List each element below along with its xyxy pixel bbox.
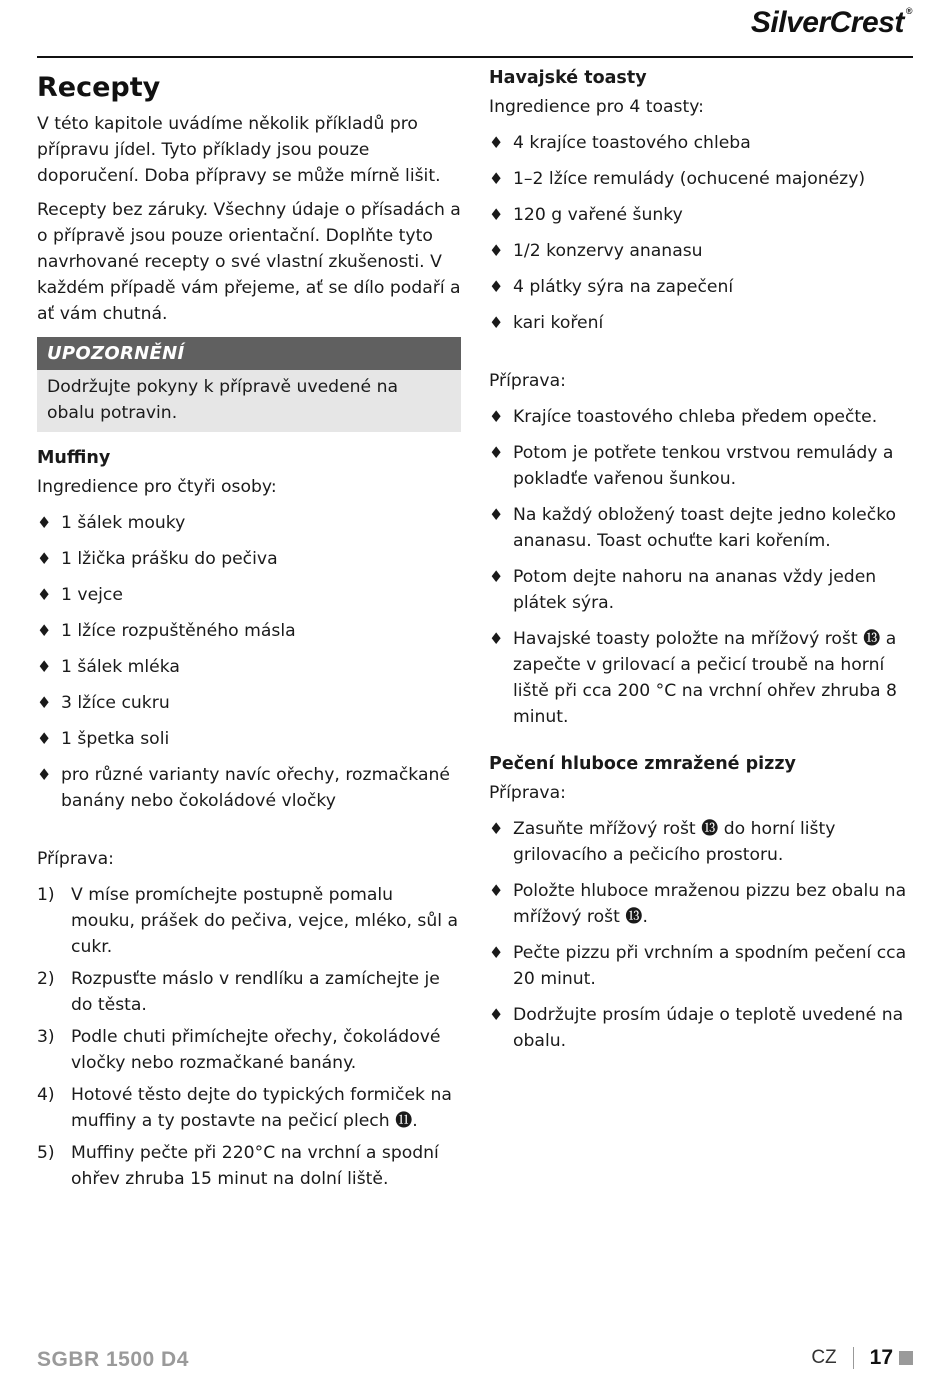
footer-model-number: SGBR 1500 D4 (37, 1348, 189, 1371)
toast-heading: Havajské toasty (489, 68, 647, 88)
step-number: 5) (37, 1143, 55, 1163)
list-item: ♦ Na každý obložený toast dejte jedno kolečko ananasu. Toast ochuťte kari kořením. (489, 502, 913, 554)
list-item: ♦ Potom je potřete tenkou vrstvou remulády a pokladťe vařenou šunkou. (489, 440, 913, 492)
muffins-prep-label: Příprava: (37, 849, 114, 869)
intro-paragraph-2: Recepty bez záruky. Všechny údaje o přísadách a o přípravě jsou pouze orientační. Doplňte tyto navrhované recepty o své vlastní zkušenosti. V každém případě vám přejeme, ať se dílo podaří a ať vám chutná. (37, 200, 461, 324)
list-item: ♦ Krajíce toastového chleba předem opečte. (489, 404, 913, 430)
footer-divider (853, 1347, 854, 1369)
list-item: ♦ 1 vejce (37, 582, 461, 608)
bullet-icon: ♦ (489, 241, 504, 260)
bullet-icon: ♦ (37, 765, 52, 784)
bullet-icon: ♦ (489, 443, 504, 462)
bullet-icon: ♦ (489, 819, 504, 838)
list-item: ♦ Potom dejte nahoru na ananas vždy jeden plátek sýra. (489, 564, 913, 616)
list-item: ♦ pro různé varianty navíc ořechy, rozmačkané banány nebo čokoládové vločky (37, 762, 461, 814)
pizza-heading: Pečení hluboce zmražené pizzy (489, 754, 796, 774)
list-item: 1) V míse promíchejte postupně pomalu mouku, prášek do pečiva, vejce, mléko, sůl a cukr. (37, 882, 461, 960)
bullet-icon: ♦ (489, 277, 504, 296)
bullet-icon: ♦ (489, 881, 504, 900)
list-item: ♦ 1 lžička prášku do pečiva (37, 546, 461, 572)
bullet-icon: ♦ (489, 313, 504, 332)
step-number: 3) (37, 1027, 55, 1047)
toast-ingredients-list (489, 130, 913, 336)
list-item: 5) Muffiny pečte při 220°C na vrchní a spodní ohřev zhruba 15 minut na dolní liště. (37, 1140, 461, 1192)
toast-steps-list (489, 404, 913, 730)
bullet-icon: ♦ (489, 407, 504, 426)
step-number: 4) (37, 1085, 55, 1105)
bullet-icon: ♦ (37, 621, 52, 640)
list-item: ♦ 4 krajíce toastového chleba (489, 130, 913, 156)
list-item: ♦ kari koření (489, 310, 913, 336)
bullet-icon: ♦ (37, 585, 52, 604)
bullet-icon: ♦ (37, 549, 52, 568)
page-title: Recepty (37, 72, 161, 103)
list-item: 3) Podle chuti přimíchejte ořechy, čokoládové vločky nebo rozmačkané banány. (37, 1024, 461, 1076)
list-item: ♦ 120 g vařené šunky (489, 202, 913, 228)
square-icon (899, 1351, 913, 1365)
bullet-icon: ♦ (489, 205, 504, 224)
list-item: ♦ 1 špetka soli (37, 726, 461, 752)
left-column (37, 66, 461, 1198)
list-item: ♦ Dodržujte prosím údaje o teplotě uvedené na obalu. (489, 1002, 913, 1054)
list-item: 2) Rozpusťte máslo v rendlíku a zamíchejte je do těsta. (37, 966, 461, 1018)
step-number: 1) (37, 885, 55, 905)
list-item: ♦ Položte hluboce mraženou pizzu bez obalu na mřížový rošt ⓭. (489, 878, 913, 930)
footer-language: CZ (811, 1347, 837, 1368)
silvercrest-logo: SilverCrest ® (750, 6, 912, 39)
muffins-steps-list (37, 882, 461, 1192)
bullet-icon: ♦ (489, 133, 504, 152)
step-number: 2) (37, 969, 55, 989)
list-item: ♦ 4 plátky sýra na zapečení (489, 274, 913, 300)
list-item: ♦ 1–2 lžíce remulády (ochucené majonézy) (489, 166, 913, 192)
bullet-icon: ♦ (489, 169, 504, 188)
bullet-icon: ♦ (489, 943, 504, 962)
list-item: ♦ Pečte pizzu při vrchním a spodním pečení cca 20 minut. (489, 940, 913, 992)
list-item: ♦ 1/2 konzervy ananasu (489, 238, 913, 264)
bullet-icon: ♦ (489, 505, 504, 524)
bullet-icon: ♦ (489, 629, 504, 648)
bullet-icon: ♦ (37, 693, 52, 712)
bullet-icon: ♦ (489, 1005, 504, 1024)
toast-ingredients-intro: Ingredience pro 4 toasty: (489, 97, 704, 117)
right-column (489, 68, 913, 1064)
toast-prep-label: Příprava: (489, 371, 566, 391)
bullet-icon: ♦ (37, 729, 52, 748)
list-item: 4) Hotové těsto dejte do typických formiček na muffiny a ty postavte na pečicí plech ⓫. (37, 1082, 461, 1134)
list-item: ♦ 3 lžíce cukru (37, 690, 461, 716)
header-rule (37, 56, 913, 58)
muffins-heading: Muffiny (37, 448, 111, 468)
muffins-ingredients-list (37, 510, 461, 814)
footer-page-info (811, 1346, 913, 1370)
muffins-ingredients-intro: Ingredience pro čtyři osoby: (37, 477, 277, 497)
warning-text: Dodržujte pokyny k přípravě uvedené na obalu potravin. (37, 370, 461, 432)
list-item: ♦ Zasuňte mřížový rošt ⓭ do horní lišty grilovacího a pečicího prostoru. (489, 816, 913, 868)
pizza-prep-label: Příprava: (489, 783, 566, 803)
bullet-icon: ♦ (37, 513, 52, 532)
bullet-icon: ♦ (37, 657, 52, 676)
list-item: ♦ 1 šálek mléka (37, 654, 461, 680)
pizza-steps-list (489, 816, 913, 1054)
list-item: ♦ Havajské toasty položte na mřížový rošt ⓭ a zapečte v grilovací a pečicí troubě na horní liště při cca 200 °C na vrchní ohřev zhruba 8 minut. (489, 626, 913, 730)
list-item: ♦ 1 lžíce rozpuštěného másla (37, 618, 461, 644)
list-item: ♦ 1 šálek mouky (37, 510, 461, 536)
warning-title: UPOZORNĚNÍ (37, 337, 461, 370)
page-number: 17 (869, 1346, 893, 1369)
bullet-icon: ♦ (489, 567, 504, 586)
intro-paragraph-1: V této kapitole uvádíme několik příkladů pro přípravu jídel. Tyto příklady jsou pouze doporučení. Doba přípravy se může mírně lišit. (37, 114, 441, 186)
